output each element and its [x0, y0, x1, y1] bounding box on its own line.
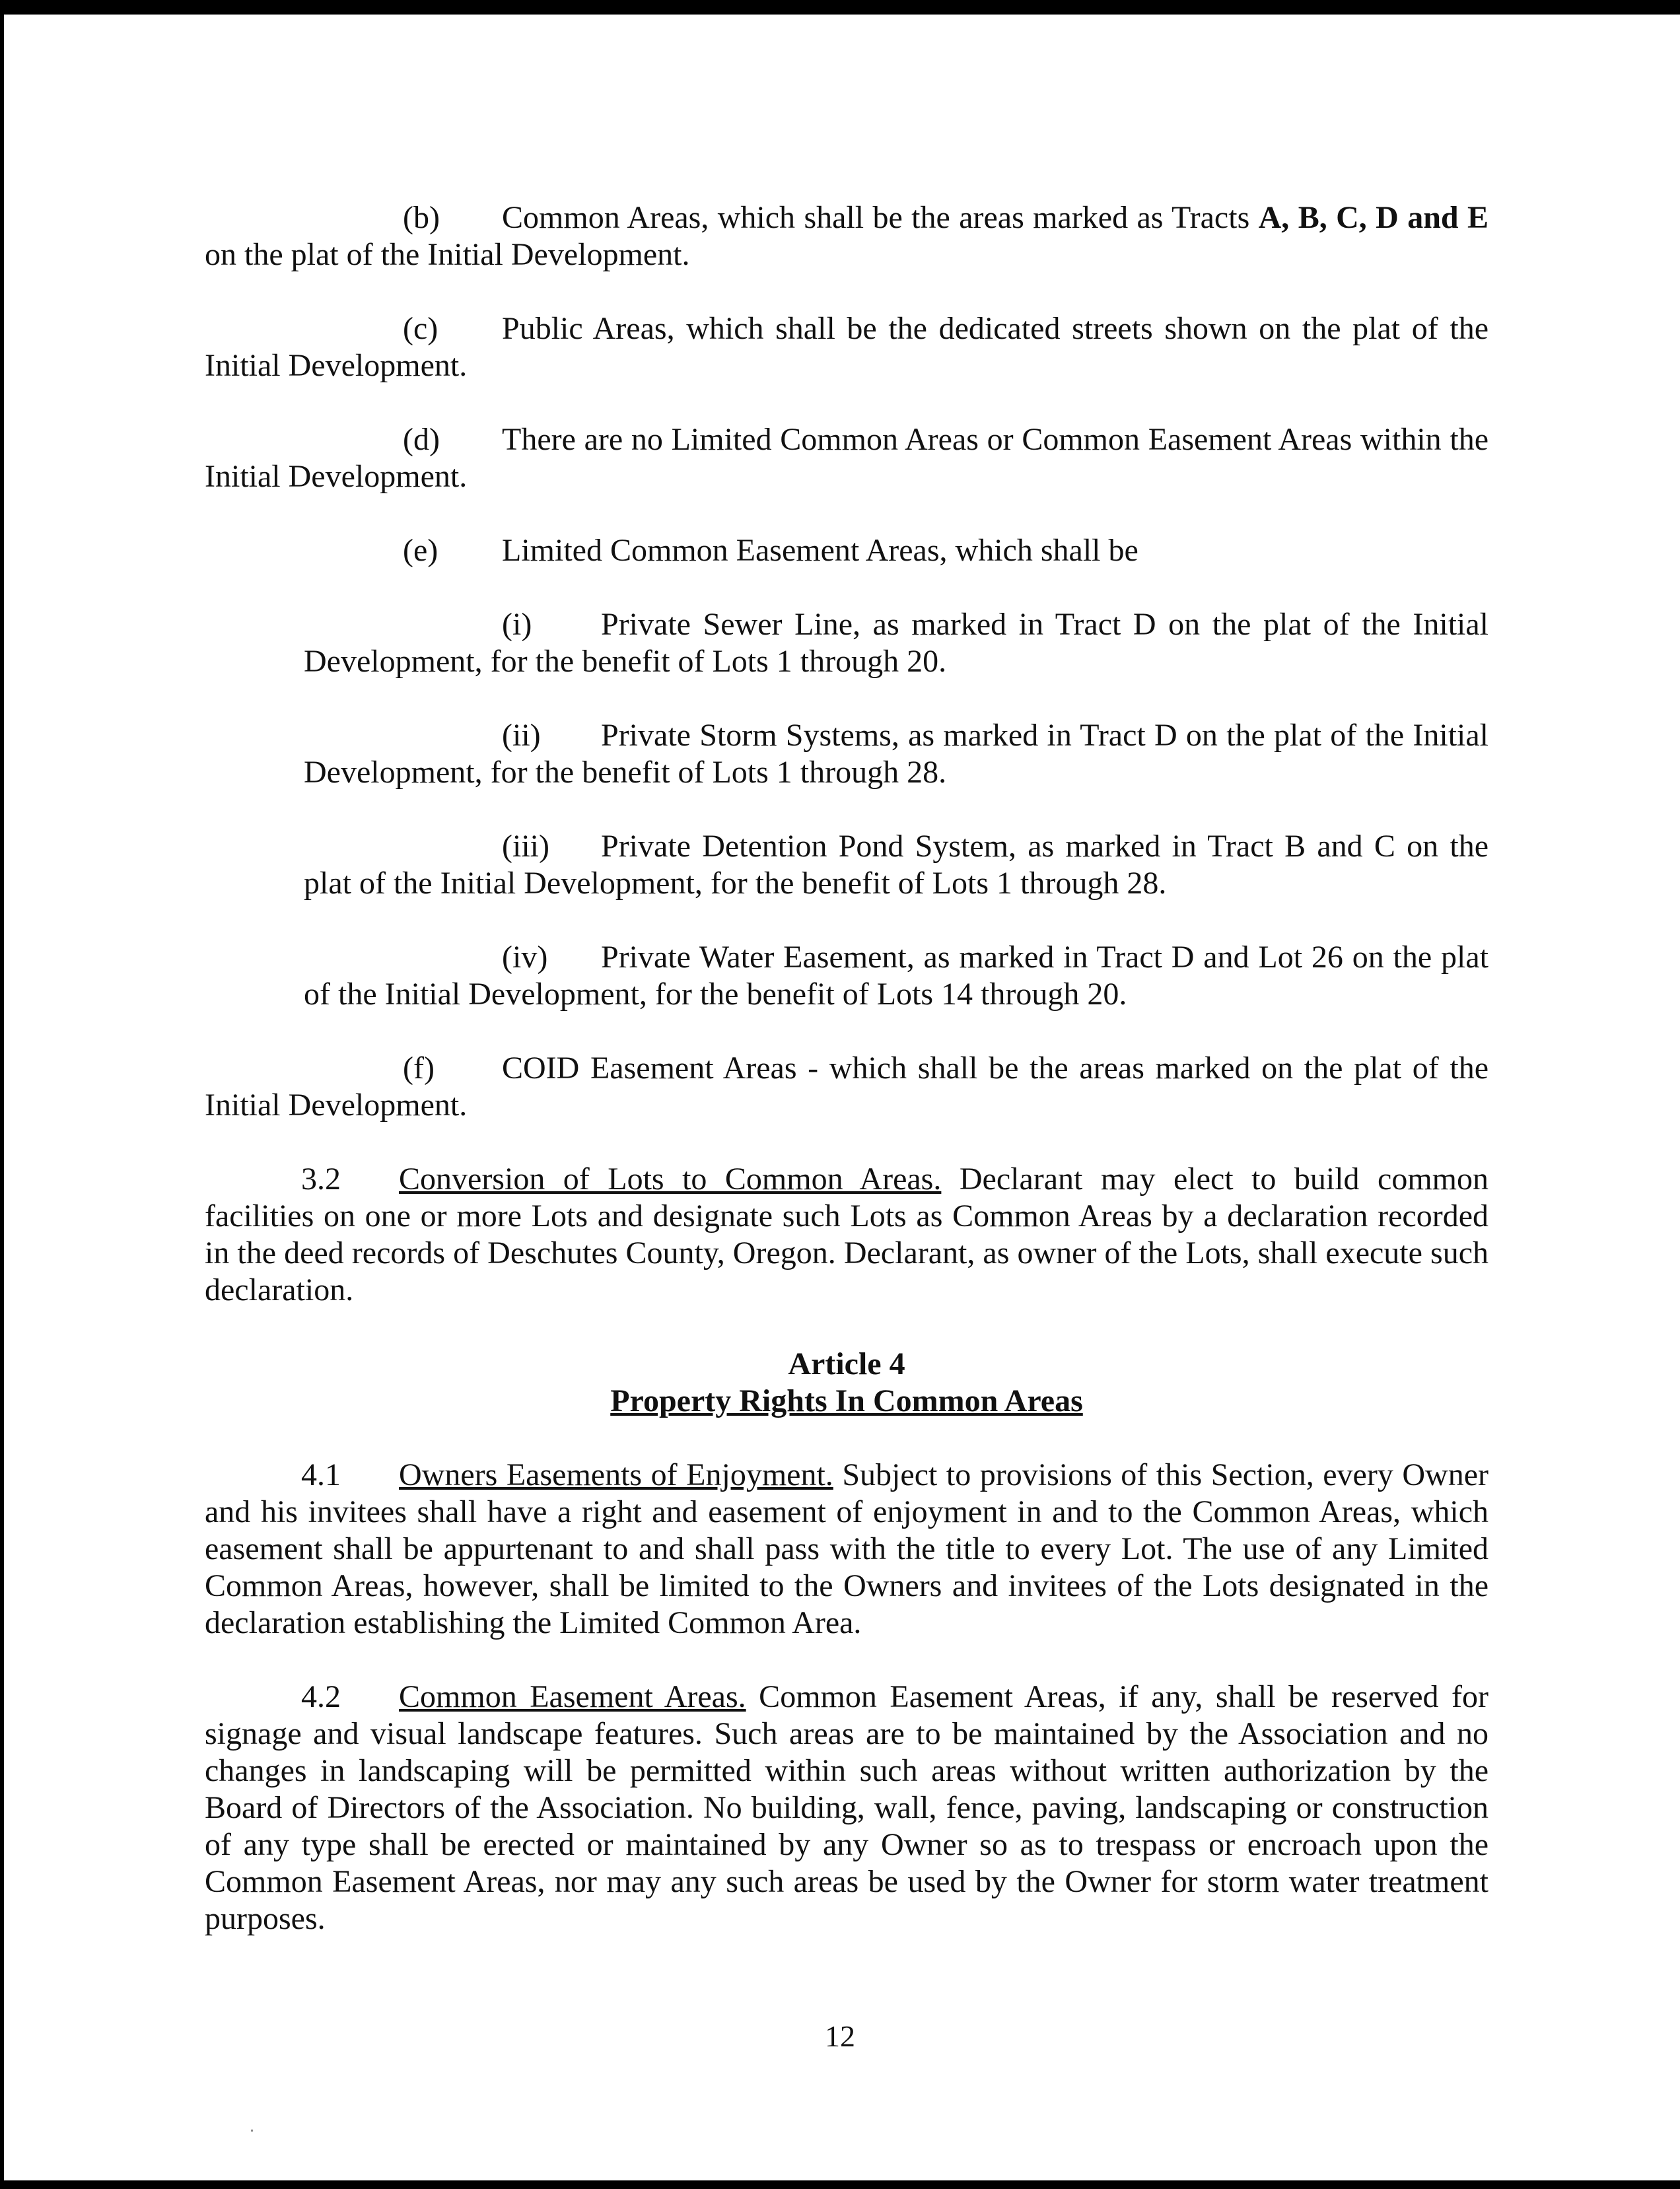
paragraph-e-ii — [304, 717, 1488, 791]
section-number: 3.2 — [301, 1162, 341, 1197]
paragraph-text: Private Sewer Line, as marked in Tract D on the plat of the Initial Development, for the benefit of Lots 1 through 20. — [304, 607, 1488, 679]
section-number: 4.1 — [301, 1457, 341, 1492]
paragraph-d — [205, 421, 1488, 495]
scan-border-top — [0, 0, 1680, 15]
section-number: 4.2 — [301, 1679, 341, 1714]
section-4-2 — [205, 1679, 1488, 1937]
page-number: 12 — [825, 2019, 855, 2053]
document-body — [205, 199, 1488, 1974]
scan-border-left — [0, 0, 4, 2189]
paragraph-c — [205, 310, 1488, 384]
scan-speck — [251, 2130, 253, 2132]
paragraph-text: Private Water Easement, as marked in Tract D and Lot 26 on the plat of the Initial Development, for the benefit of Lots 14 through 20. — [304, 940, 1488, 1012]
item-number: (iii) — [502, 829, 549, 864]
paragraph-e-iv — [304, 939, 1488, 1013]
paragraph-text: Private Storm Systems, as marked in Tract D on the plat of the Initial Development, for the benefit of Lots 1 through 28. — [304, 718, 1488, 790]
paragraph-text: Private Detention Pond System, as marked in Tract B and C on the plat of the Initial Development, for the benefit of Lots 1 through 28. — [304, 829, 1488, 901]
item-number: (iv) — [502, 940, 548, 975]
item-number: (c) — [403, 311, 438, 346]
section-text: Declarant may elect to build common facilities on one or more Lots and designate such Lots as Common Areas by a declaration recorded in the deed records of Deschutes County, Oregon. Declarant, as owner of the Lots, shall execute such declaration. — [205, 1162, 1489, 1307]
section-title: Owners Easements of Enjoyment. — [399, 1457, 833, 1492]
section-3-2 — [205, 1161, 1488, 1309]
section-title: Common Easement Areas. — [399, 1679, 746, 1714]
item-number: (b) — [403, 200, 440, 235]
paragraph-e — [205, 532, 1488, 569]
section-title: Conversion of Lots to Common Areas. — [399, 1162, 942, 1197]
section-text: Common Easement Areas, if any, shall be reserved for signage and visual landscape features. Such areas are to be maintained by the Association and no changes in landscaping will be permitted within such areas without written authorization by the Board of Directors of the Association. No building, wall, fence, paving, landscaping or construction of any type shall be erected or maintained by any Owner so as to trespass or encroach upon the Common Easement Areas, nor may any such areas be used by the Owner for storm water treatment purposes. — [205, 1679, 1489, 1936]
bold-tracts: A, B, C, D and E — [1258, 200, 1488, 235]
paragraph-text: Limited Common Easement Areas, which shall be — [502, 533, 1138, 568]
scan-border-bottom — [0, 2180, 1680, 2189]
item-number: (d) — [403, 422, 440, 457]
section-4-1 — [205, 1457, 1488, 1642]
item-number: (f) — [403, 1051, 435, 1086]
item-number: (e) — [403, 533, 438, 568]
paragraph-b — [205, 199, 1488, 273]
paragraph-e-iii — [304, 828, 1488, 902]
section-text: Subject to provisions of this Section, every Owner and his invitees shall have a right and easement of enjoyment in and to the Common Areas, which easement shall be appurtenant to and shall pass with the title to every Lot. The use of any Limited Common Areas, however, shall be limited to the Owners and invitees of the Lots designated in the declaration establishing the Limited Common Area. — [205, 1457, 1488, 1640]
item-number: (i) — [502, 607, 532, 642]
article-label: Article 4 — [788, 1346, 905, 1381]
paragraph-text: COID Easement Areas - which shall be the areas marked on the plat of the Initial Development. — [205, 1051, 1488, 1123]
paragraph-text: Common Areas, which shall be the areas marked as Tracts — [502, 200, 1259, 235]
paragraph-text: There are no Limited Common Areas or Common Easement Areas within the Initial Development. — [205, 422, 1488, 494]
article-title: Property Rights In Common Areas — [610, 1383, 1083, 1418]
paragraph-text: Public Areas, which shall be the dedicated streets shown on the plat of the Initial Development. — [205, 311, 1488, 383]
item-number: (ii) — [502, 718, 541, 753]
paragraph-e-i — [304, 606, 1488, 680]
paragraph-f — [205, 1050, 1488, 1124]
paragraph-text-cont: on the plat of the Initial Development. — [205, 237, 690, 272]
